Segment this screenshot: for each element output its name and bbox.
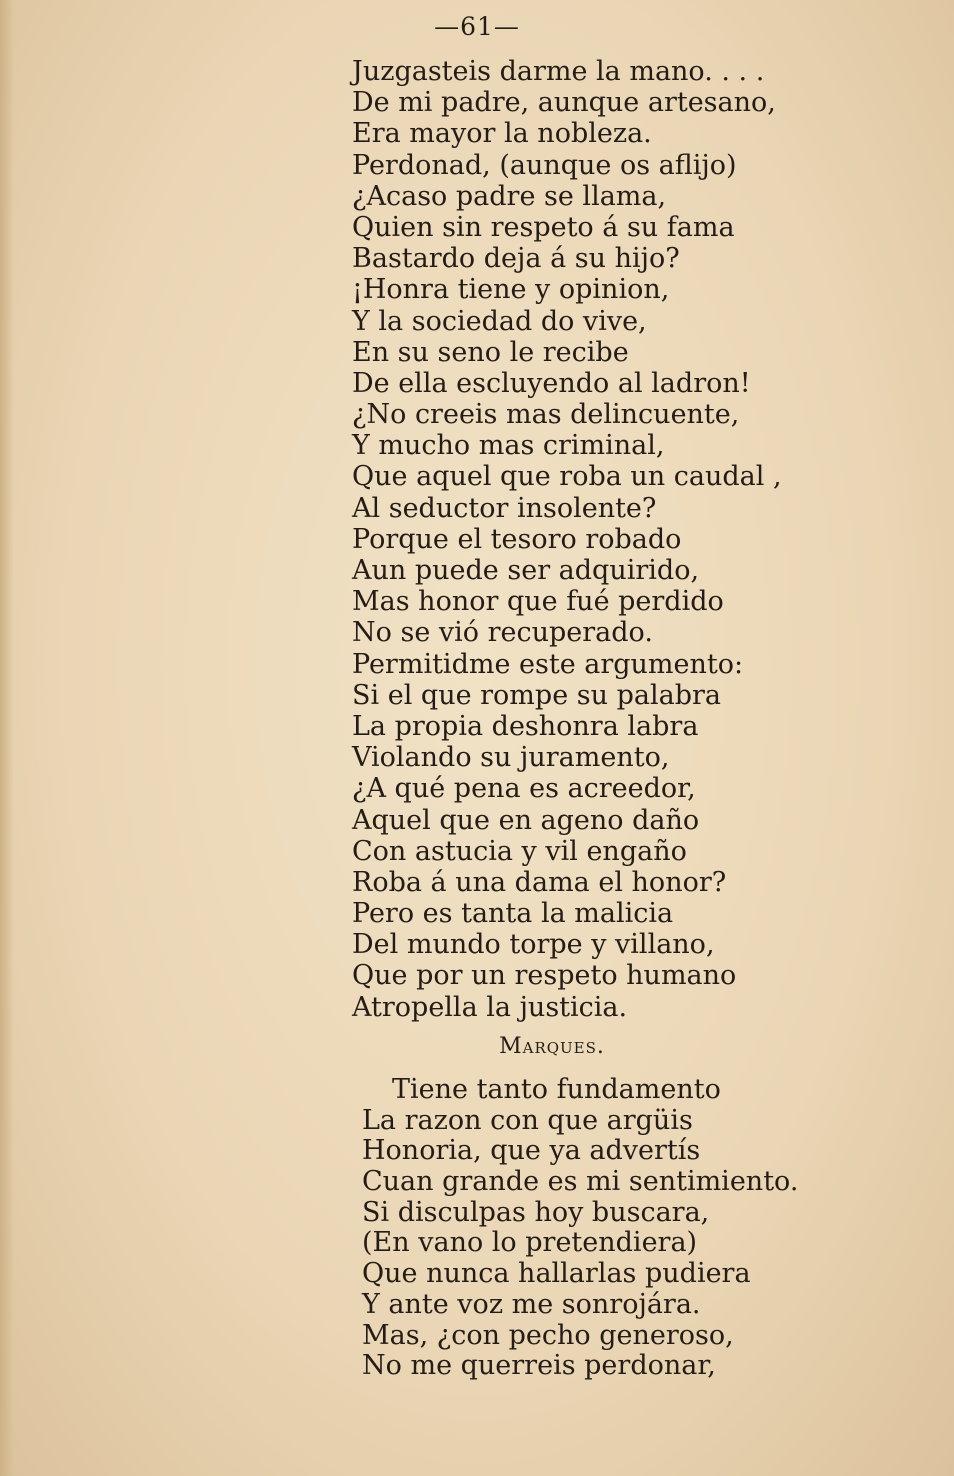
verse-line: Del mundo torpe y villano, <box>352 929 715 961</box>
verse-line: Roba á una dama el honor? <box>352 866 727 898</box>
verse-line: Tiene tanto fundamento <box>392 1074 721 1105</box>
verse-line: Quien sin respeto á su fama <box>352 211 735 243</box>
verse-line: Aquel que en ageno daño <box>352 804 700 836</box>
verse-line: Permitidme este argumento: <box>352 648 744 680</box>
verse-line: Que por un respeto humano <box>352 960 737 992</box>
verse-line: Perdonad, (aunque os aflijo) <box>352 149 737 181</box>
verse-line: Y la sociedad do vive, <box>352 305 647 337</box>
verse-line: Si disculpas hoy buscara, <box>362 1196 710 1228</box>
verse-line: Pero es tanta la malicia <box>352 898 674 930</box>
verse-line: Juzgasteis darme la mano. . . . <box>352 56 765 87</box>
verse-line: ¿A qué pena es acreedor, <box>352 773 696 805</box>
verse-line: ¡Honra tiene y opinion, <box>352 274 670 306</box>
verse-block-2 <box>362 1075 802 1382</box>
verse-line: Que nunca hallarlas pudiera <box>362 1258 751 1290</box>
verse-line: La propia deshonra labra <box>352 710 699 742</box>
verse-line: Bastardo deja á su hijo? <box>352 243 680 275</box>
verse-line: (En vano lo pretendiera) <box>362 1227 698 1259</box>
verse-line: Aun puede ser adquirido, <box>352 555 700 586</box>
verse-line: Al seductor insolente? <box>352 492 657 524</box>
verse-line: Con astucia y vil engaño <box>352 835 687 867</box>
speaker-heading: Marques. <box>499 1034 605 1059</box>
verse-line: Si el que rompe su palabra <box>352 679 721 711</box>
verse-line: Era mayor la nobleza. <box>352 118 652 150</box>
verse-line: Atropella la justicia. <box>352 991 628 1023</box>
verse-line: Que aquel que roba un caudal , <box>352 461 782 493</box>
verse-line: Mas, ¿con pecho generoso, <box>362 1319 734 1351</box>
verse-line: Mas honor que fué perdido <box>352 586 724 618</box>
page-number: —61— <box>434 12 520 41</box>
verse-line: De ella escluyendo al ladron! <box>352 367 751 399</box>
verse-line: ¿No creeis mas delincuente, <box>352 399 740 431</box>
verse-line: De mi padre, aunque artesano, <box>352 87 776 119</box>
verse-block-1 <box>352 56 792 1023</box>
page-edge-shadow <box>0 0 14 1476</box>
verse-line: ¿Acaso padre se llama, <box>352 180 667 212</box>
verse-line: Cuan grande es mi sentimiento. <box>362 1166 799 1198</box>
verse-line: Honoria, que ya advertís <box>362 1135 701 1167</box>
verse-line: Violando su juramento, <box>352 742 670 774</box>
verse-line: No me querreis perdonar, <box>362 1350 716 1382</box>
verse-line: Porque el tesoro robado <box>352 523 682 555</box>
verse-line: Y ante voz me sonrojára. <box>362 1288 701 1320</box>
verse-line: Y mucho mas criminal, <box>352 430 665 462</box>
verse-line: La razon con que argüis <box>362 1104 693 1136</box>
verse-line: No se vió recuperado. <box>352 617 653 649</box>
verse-line: En su seno le recibe <box>352 336 629 368</box>
